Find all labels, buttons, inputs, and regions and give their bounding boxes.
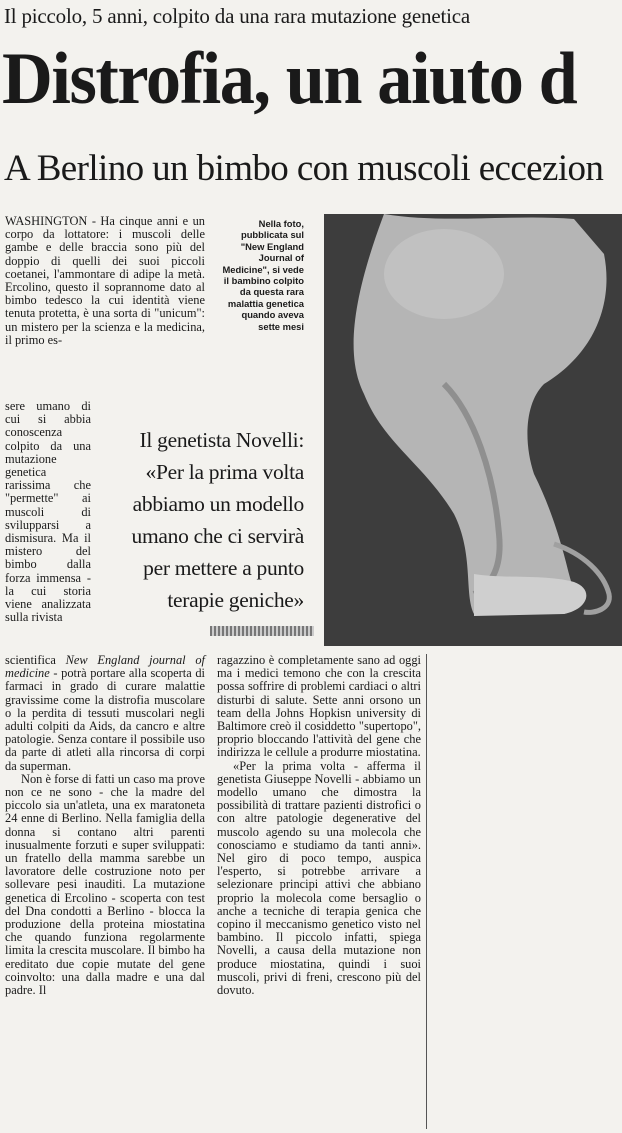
pull-quote: Il genetista Novelli: «Per la prima volta abbiamo un modello umano che ci servirà per mettere a punto terapie geniche»: [131, 428, 304, 612]
photo-caption: Nella foto, pubblicata sul "New England Journal of Medicine", si vede il bambino colpito da questa rara malattia genetica quando aveva sette mesi: [222, 218, 304, 332]
decorative-rule: [210, 626, 314, 636]
article-column-1-narrow: sere umano di cui si abbia conoscenza colpito da una mutazione genetica rarissima che "permette" ai muscoli di svilupparsi a dismisura. Ma il mistero del bimbo dalla forza immensa - la cui storia viene analizzata sulla rivista: [5, 399, 91, 625]
article-column-1-bottom: scientifica New England journal of medicine - potrà portare alla scoperta di farmaci in grado di curare malattie gravissime come la distrofia muscolare o la perdita di tessuti muscolari negli adulti colpiti da Aids, da cancro e altre patologie. Senza contare il possibile uso da parte di atleti alla rincorsa di corpi da superman. Non è forse di fatti un caso ma prove non ce ne sono - che la madre del piccolo sia un'atleta, una ex maratoneta 24 enne di Berlino. Nella famiglia della donna si contano altri parenti inusualmente forzuti e super sviluppati: un fratello della mamma sarebbe un lavoratore delle costruzione noto per sollevare pesi inauditi. La mutazione genetica di Ercolino - scoperta con test del Dna condotti a Berlino - blocca la produzione della proteina miostatina che quando funziona regolarmente limita la crescita muscolare. Il bimbo ha ereditato due copie mutate del gene coinvolto: una dalla madre e una dal padre. Il: [5, 653, 206, 998]
kicker: Il piccolo, 5 anni, colpito da una rara mutazione genetica: [4, 4, 470, 28]
column-divider: [426, 654, 427, 1129]
article-column-2: ragazzino è completamente sano ad oggi ma i medici temono che con la crescita possa soffrire di problemi cardiaci o altri disturbi di salute. Sette anni orsono un team della Johns Hopkisn university di Baltimore creò il cosiddetto "supertopo", proprio bloccando l'attività del gene che indirizza le cellule a produrre miostatina. «Per la prima volta - afferma il genetista Giuseppe Novelli - abbiamo un modello umano che dimostra la possibilità di trattare pazienti distrofici o con altre patologie degenerative del muscolo agendo su una molecola che conosciamo e studiamo da tanti anni». Nel giro di poco tempo, auspica l'esperto, si potrebbe arrivare a selezionare principi attivi che abbiano proprio la molecola come bersaglio o anche a tecniche di terapia genica che copino il meccanismo genetico visto nel bambino. Il piccolo infatti, spiega Novelli, a causa della mutazione non produce miostatina, quindi i suoi muscoli, privi di freni, crescono più del dovuto.: [217, 653, 421, 998]
photo-child-legs: [324, 214, 622, 646]
legs-illustration: [324, 214, 622, 646]
article-column-1-top: WASHINGTON - Ha cinque anni e un corpo da lottatore: i muscoli delle gambe e delle braccia sono più del doppio di quelli dei suoi piccoli coetanei, l'ammontare di adipe la metà. Ercolino, questo il soprannome dato al bimbo tedesco la cui identità viene tenuta protetta, è una sorta di "unicum": un mistero per la scienza e la medicina, il primo es-: [5, 214, 205, 347]
subheadline: A Berlino un bimbo con muscoli eccezion: [4, 148, 604, 189]
headline: Distrofia, un aiuto d: [2, 38, 577, 120]
